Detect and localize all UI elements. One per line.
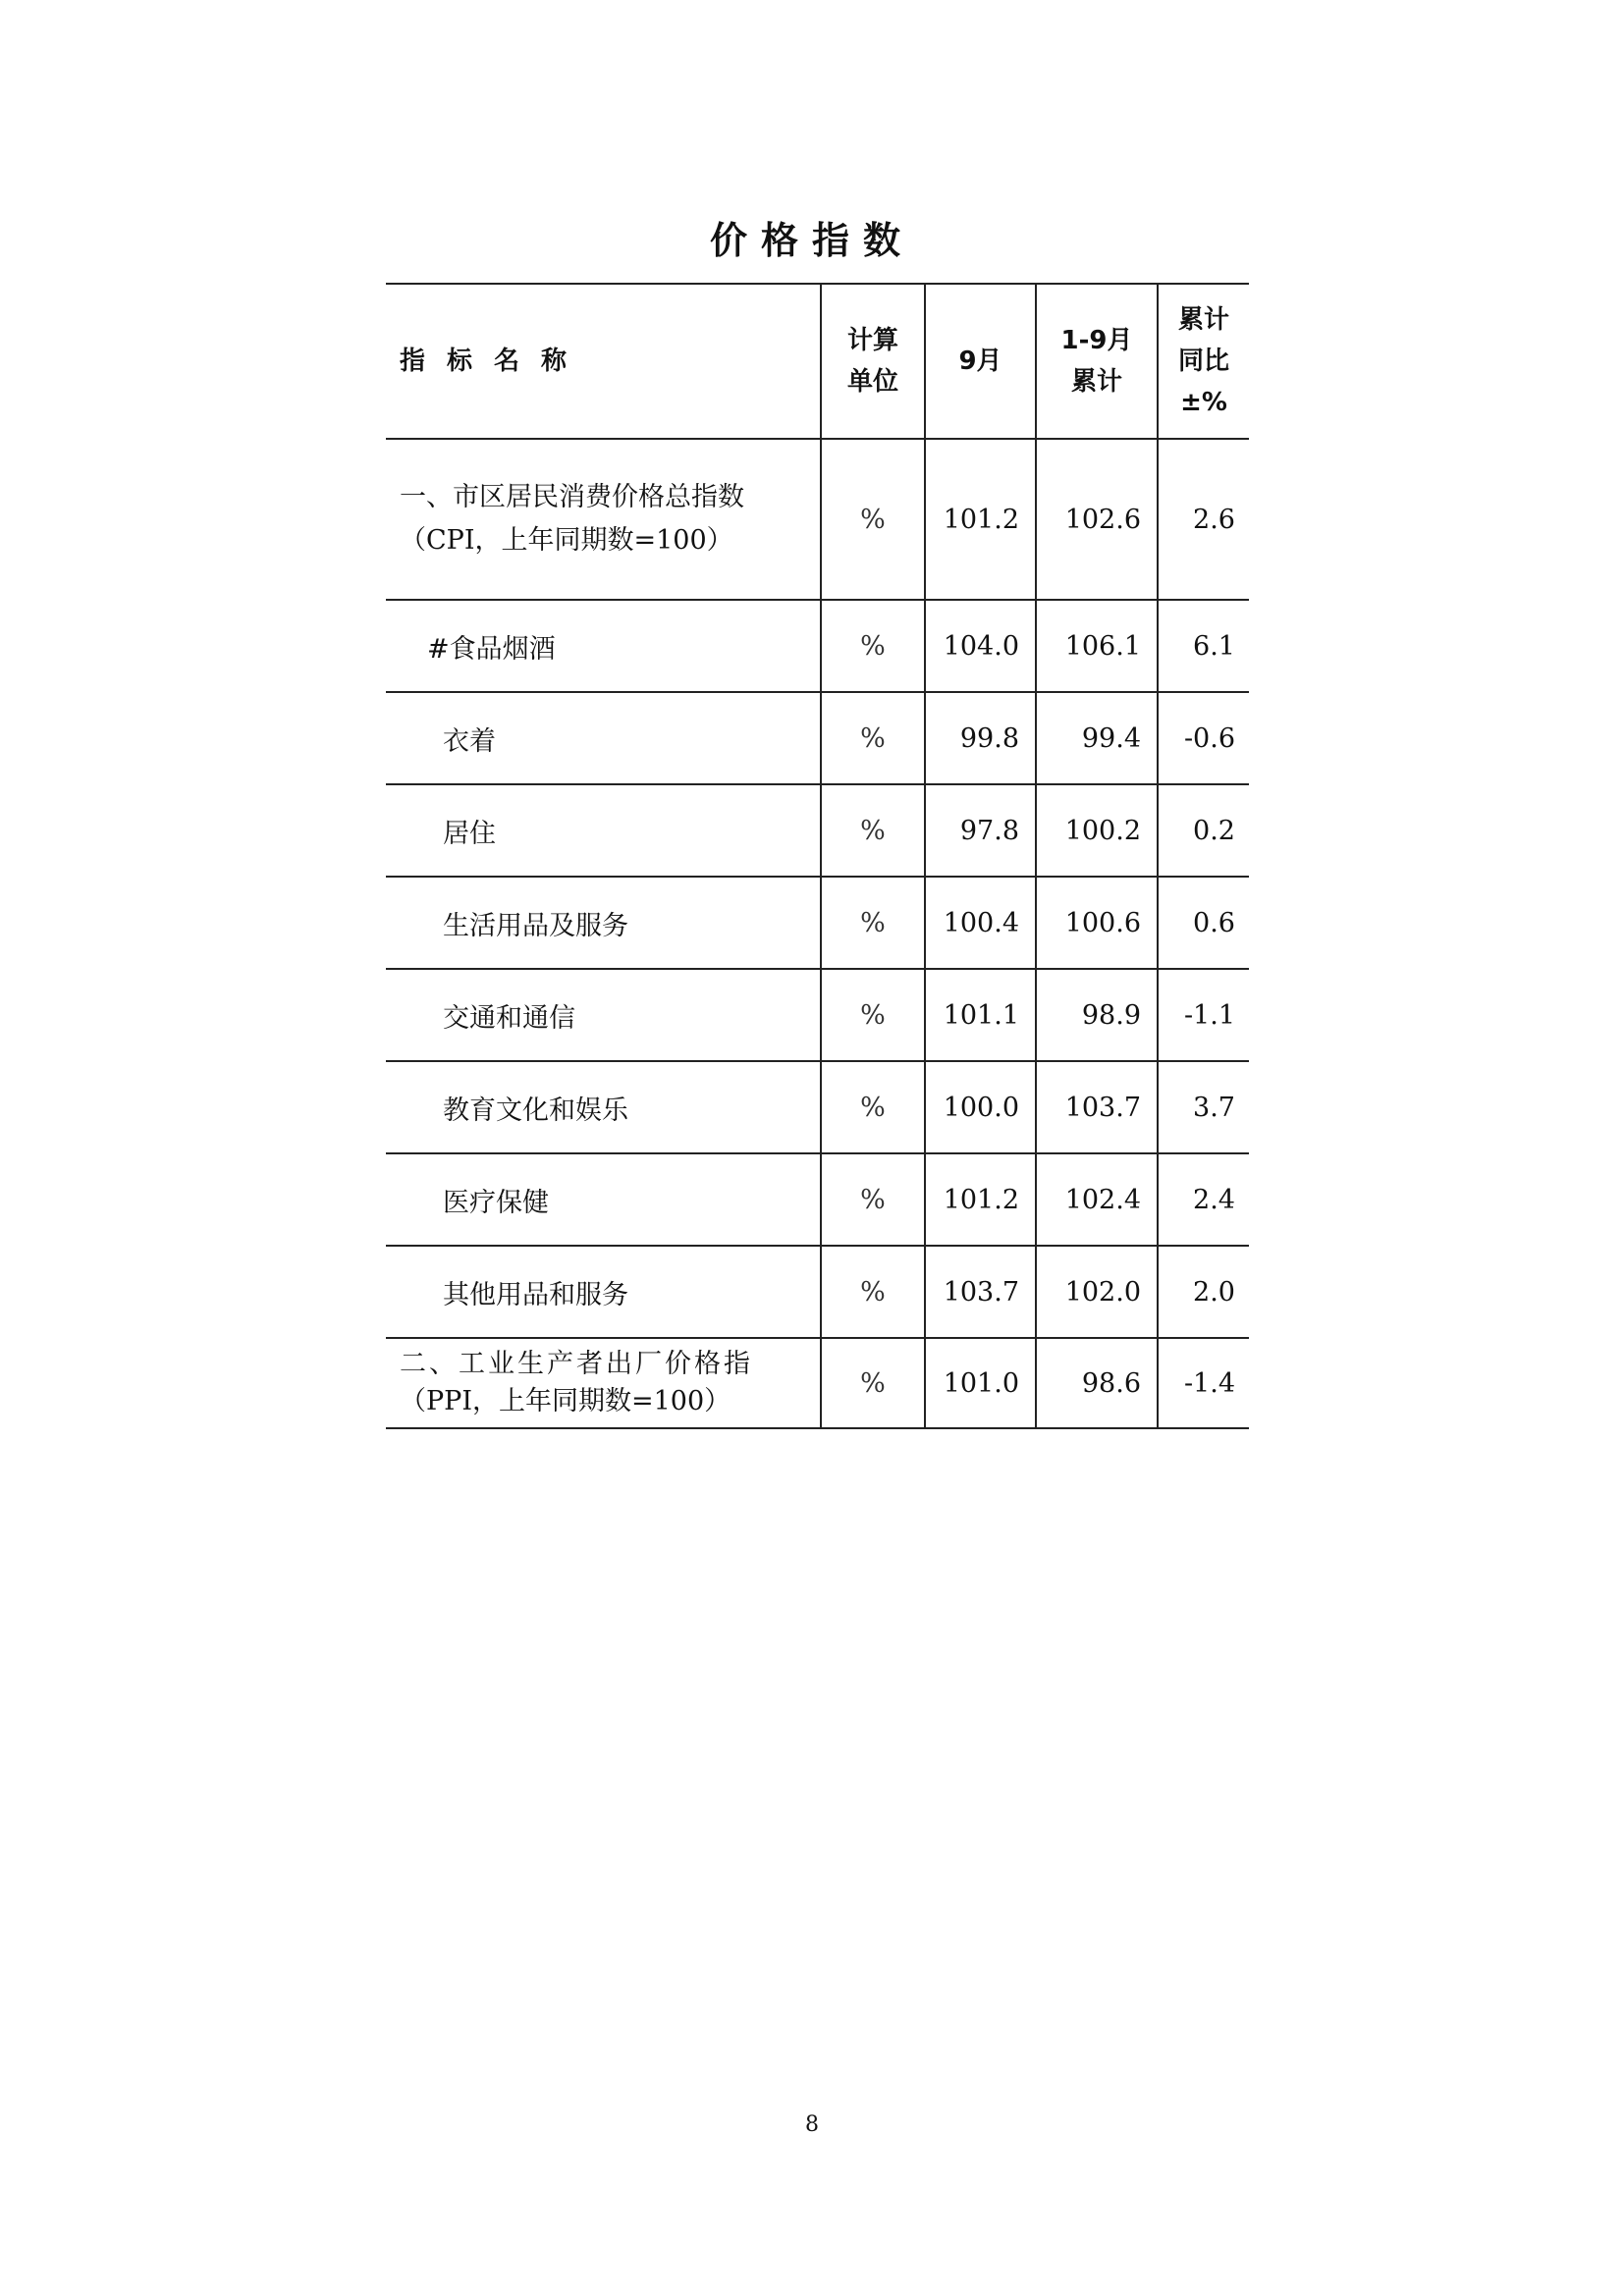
row-month-value: 100.4 (925, 877, 1036, 969)
table-row (386, 600, 1249, 692)
row-name: 生活用品及服务 (386, 877, 821, 969)
row-yoy-value: 2.6 (1158, 439, 1249, 600)
row-unit: % (821, 1246, 925, 1338)
table-row (386, 1061, 1249, 1153)
row-cumulative-value: 102.0 (1036, 1246, 1158, 1338)
row-cumulative-value: 106.1 (1036, 600, 1158, 692)
row-unit: % (821, 1338, 925, 1428)
row-cumulative-value: 99.4 (1036, 692, 1158, 784)
row-name: 交通和通信 (386, 969, 821, 1061)
row-month-value: 101.2 (925, 439, 1036, 600)
row-month-value: 101.1 (925, 969, 1036, 1061)
header-unit: 计算单位 (821, 284, 925, 439)
page-title: 价格指数 (709, 219, 914, 262)
row-month-value: 103.7 (925, 1246, 1036, 1338)
row-yoy-value: 6.1 (1158, 600, 1249, 692)
row-yoy-value: 0.2 (1158, 784, 1249, 877)
row-cumulative-value: 98.6 (1036, 1338, 1158, 1428)
row-name (386, 439, 821, 600)
row-cumulative-value: 100.6 (1036, 877, 1158, 969)
row-cumulative-value: 100.2 (1036, 784, 1158, 877)
row-cumulative-value: 102.6 (1036, 439, 1158, 600)
row-name: #食品烟酒 (386, 600, 821, 692)
row-name-line1: 二、工业生产者出厂价格指 (400, 1349, 753, 1379)
row-yoy-value: -1.4 (1158, 1338, 1249, 1428)
row-month-value: 101.2 (925, 1153, 1036, 1246)
row-cumulative-value: 102.4 (1036, 1153, 1158, 1246)
row-name: 居住 (386, 784, 821, 877)
row-name (386, 1338, 821, 1428)
row-name-line2: （CPI，上年同期数=100） (400, 525, 733, 556)
table-row (386, 1338, 1249, 1428)
row-name-line1: 一、市区居民消费价格总指数 (400, 482, 744, 512)
row-name: 教育文化和娱乐 (386, 1061, 821, 1153)
table-row (386, 1153, 1249, 1246)
header-month: 9月 (925, 284, 1036, 439)
row-month-value: 97.8 (925, 784, 1036, 877)
row-yoy-value: -1.1 (1158, 969, 1249, 1061)
row-unit: % (821, 1153, 925, 1246)
row-cumulative-value: 98.9 (1036, 969, 1158, 1061)
row-name: 医疗保健 (386, 1153, 821, 1246)
page-number: 8 (805, 2112, 819, 2137)
row-yoy-value: 2.4 (1158, 1153, 1249, 1246)
table-row (386, 969, 1249, 1061)
header-yoy: 累计同比±% (1158, 284, 1249, 439)
row-name: 其他用品和服务 (386, 1246, 821, 1338)
row-yoy-value: -0.6 (1158, 692, 1249, 784)
table-row (386, 877, 1249, 969)
table-row (386, 784, 1249, 877)
table-header-row (386, 284, 1249, 439)
row-month-value: 100.0 (925, 1061, 1036, 1153)
row-yoy-value: 0.6 (1158, 877, 1249, 969)
row-name-line2: （PPI，上年同期数=100） (400, 1386, 731, 1416)
row-unit: % (821, 600, 925, 692)
header-indicator-name: 指标名称 (386, 284, 821, 439)
row-yoy-value: 3.7 (1158, 1061, 1249, 1153)
row-unit: % (821, 969, 925, 1061)
row-unit: % (821, 692, 925, 784)
row-name: 衣着 (386, 692, 821, 784)
row-cumulative-value: 103.7 (1036, 1061, 1158, 1153)
price-index-table (386, 283, 1249, 1429)
row-month-value: 99.8 (925, 692, 1036, 784)
row-month-value: 104.0 (925, 600, 1036, 692)
header-cumulative: 1-9月累计 (1036, 284, 1158, 439)
table-row (386, 1246, 1249, 1338)
table-row (386, 439, 1249, 600)
row-unit: % (821, 877, 925, 969)
row-yoy-value: 2.0 (1158, 1246, 1249, 1338)
table-row (386, 692, 1249, 784)
row-unit: % (821, 784, 925, 877)
row-unit: % (821, 439, 925, 600)
row-month-value: 101.0 (925, 1338, 1036, 1428)
row-unit: % (821, 1061, 925, 1153)
